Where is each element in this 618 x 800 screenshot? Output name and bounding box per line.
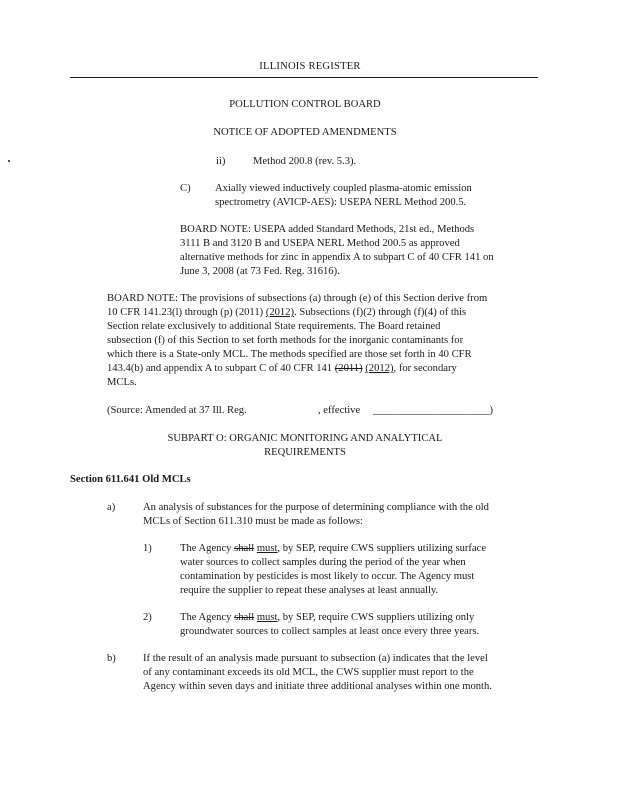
board-note-line: BOARD NOTE: USEPA added Standard Methods, 21st ed., Methods [180, 224, 475, 235]
agency-text: The Agency [180, 543, 235, 554]
item-c-line: Axially viewed inductively coupled plasma-atomic emission [215, 183, 472, 194]
subpart-heading [70, 432, 540, 460]
board-name: POLLUTION CONTROL BOARD [229, 99, 381, 110]
agency-tail: , by SEP, require CWS suppliers utilizing only [277, 612, 475, 623]
item-b-line: Agency within seven days and initiate three additional analyses within one month. [143, 681, 492, 692]
board-note-line: Section relate exclusively to additional State requirements. The Board retained [107, 321, 441, 332]
board-note-line: alternative methods for zinc in appendix A to subpart C of 40 CFR 141 on [180, 252, 494, 263]
inserted-year: (2012) [365, 363, 394, 374]
item-ii-text: Method 200.8 (rev. 5.3). [253, 156, 357, 167]
item-b-number: b) [107, 653, 116, 664]
item-a1-text [180, 542, 545, 598]
inserted-word: must [256, 543, 278, 554]
item-a1-line [180, 542, 545, 556]
item-a2-line: groundwater sources to collect samples at least once every three years. [180, 626, 480, 637]
board-note-line [107, 306, 547, 320]
item-a1-line: contamination by pesticides is most likely to occur. The Agency must [180, 571, 475, 582]
subpart-heading-line: SUBPART O: ORGANIC MONITORING AND ANALYTICAL [167, 433, 443, 444]
item-c-line: spectrometry (AVICP-AES): USEPA NERL Method 200.5. [215, 197, 467, 208]
citation-text: 143.4(b) and appendix A to subpart C of 40 CFR 141 [107, 363, 335, 374]
source-blank: ______________________) [373, 405, 494, 416]
item-b-text [143, 652, 548, 694]
item-b-line: of any contaminant exceeds its old MCL, the CWS supplier must report to the [143, 667, 474, 678]
section-title: Section 611.641 Old MCLs [70, 474, 191, 485]
source-effective: , effective [318, 405, 361, 416]
item-a1-number: 1) [143, 543, 152, 554]
board-note-line: June 3, 2008 (at 73 Fed. Reg. 31616). [180, 266, 340, 277]
item-a1-line: water sources to collect samples during the period of the year when [180, 557, 466, 568]
item-b-line: If the result of an analysis made pursuant to subsection (a) indicates that the level [143, 653, 488, 664]
item-a-text [143, 501, 543, 529]
item-c-text [215, 182, 545, 210]
scan-speck [8, 160, 10, 162]
inserted-word: must [256, 612, 278, 623]
item-a2-line [180, 611, 545, 625]
item-c-number: C) [180, 183, 191, 194]
board-note-line: 3111 B and 3120 B and USEPA NERL Method 200.5 as approved [180, 238, 460, 249]
item-a-line: An analysis of substances for the purpose of determining compliance with the old [143, 502, 489, 513]
inserted-year: (2012) [265, 307, 295, 318]
register-title: ILLINOIS REGISTER [259, 61, 361, 72]
item-a-number: a) [107, 502, 116, 513]
deleted-word: shall [234, 612, 255, 623]
agency-text: The Agency [180, 612, 235, 623]
citation-tail: . Subsections (f)(2) through (f)(4) of this [294, 307, 467, 318]
board-note-line: MCLs. [107, 377, 137, 388]
item-ii-number: ii) [216, 156, 226, 167]
board-note-zinc [180, 223, 545, 279]
deleted-year: (2011) [334, 363, 363, 374]
notice-title: NOTICE OF ADOPTED AMENDMENTS [213, 127, 397, 138]
board-note-provisions [107, 292, 547, 390]
citation-tail: , for secondary [393, 363, 457, 374]
item-a1-line: require the supplier to repeat these analyses at least annually. [180, 585, 439, 596]
agency-tail: , by SEP, require CWS suppliers utilizing surface [277, 543, 487, 554]
board-note-line [107, 362, 547, 376]
item-a2-text [180, 611, 545, 639]
item-a-line: MCLs of Section 611.310 must be made as follows: [143, 516, 363, 527]
register-header [70, 60, 538, 78]
deleted-word: shall [234, 543, 255, 554]
board-note-line: which there is a State-only MCL. The methods specified are those set forth in 40 CFR [107, 349, 472, 360]
citation-text: 10 CFR 141.23(l) through (p) (2011) [107, 307, 264, 318]
source-label: (Source: Amended at 37 Ill. Reg. [107, 405, 247, 416]
subpart-heading-line: REQUIREMENTS [264, 447, 346, 458]
item-a2-number: 2) [143, 612, 152, 623]
board-note-line: subsection (f) of this Section to set forth methods for the inorganic contaminants for [107, 335, 464, 346]
board-note-line: BOARD NOTE: The provisions of subsections (a) through (e) of this Section derive from [107, 293, 488, 304]
